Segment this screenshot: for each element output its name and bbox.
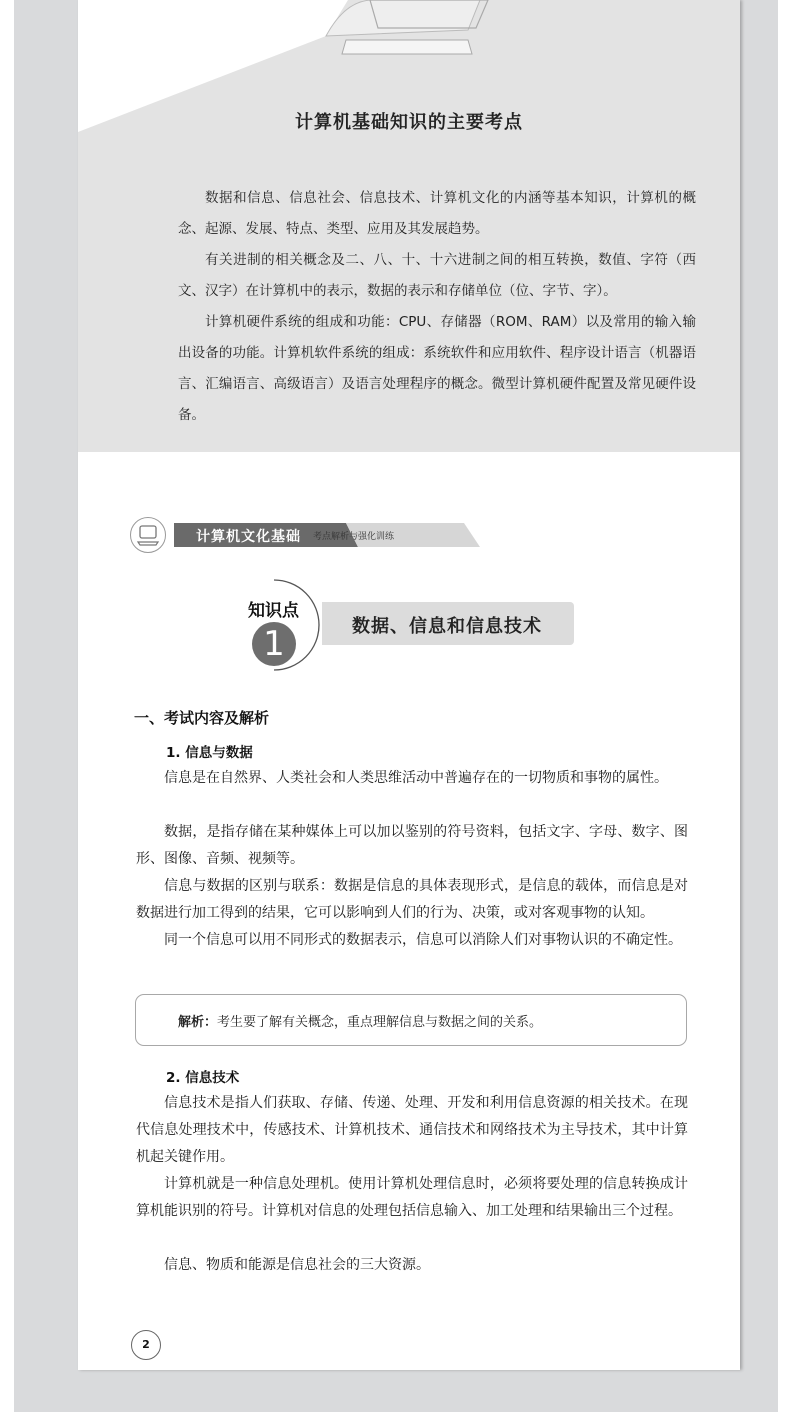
chapter-header: [130, 515, 490, 555]
body-paragraph: 信息是在自然界、人类社会和人类思维活动中普遍存在的一切物质和事物的属性。: [164, 770, 668, 786]
chapter-title: 计算机文化基础: [196, 529, 301, 545]
subsection-heading: 2. 信息技术: [166, 1070, 240, 1086]
chapter-subtitle: 考点解析与强化训练: [313, 532, 395, 542]
body-paragraph: 信息、物质和能源是信息社会的三大资源。: [164, 1257, 430, 1273]
analysis-text-line: [178, 1011, 542, 1030]
analysis-label: 解析：: [178, 1015, 218, 1030]
subsection-heading: 1. 信息与数据: [166, 745, 253, 761]
summary-paragraph: 有关进制的相关概念及二、八、十、十六进制之间的相互转换，数值、字符（西文、汉字）在计算机中的表示，数据的表示和存储单位（位、字节、字）。: [178, 252, 696, 299]
analysis-text: 考生要了解有关概念，重点理解信息与数据之间的关系。: [217, 1015, 543, 1030]
section-heading: 一、考试内容及解析: [134, 709, 270, 727]
summary-panel: [78, 0, 740, 452]
left-margin: [0, 0, 14, 1412]
body-paragraph: 信息与数据的区别与联系：数据是信息的具体表现形式，是信息的载体，而信息是对数据进行加工得到的结果，它可以影响到人们的行为、决策，或对客观事物的认知。: [136, 878, 688, 921]
summary-paragraph: 计算机硬件系统的组成和功能：CPU、存储器（ROM、RAM）以及常用的输入输出设备的功能。计算机软件系统的组成：系统软件和应用软件、程序设计语言（机器语言、汇编语言、高级语言）及语言处理程序的概念。微型计算机硬件配置及常见硬件设备。: [178, 314, 696, 423]
knowledge-point-title: 数据、信息和信息技术: [352, 616, 542, 637]
summary-paragraph: 数据和信息、信息社会、信息技术、计算机文化的内涵等基本知识，计算机的概念、起源、发展、特点、类型、应用及其发展趋势。: [178, 190, 696, 237]
computer-icon: [130, 517, 166, 553]
body-paragraph: 信息技术是指人们获取、存储、传递、处理、开发和利用信息资源的相关技术。在现代信息处理技术中，传感技术、计算机技术、通信技术和网络技术为主导技术，其中计算机起关键作用。: [136, 1095, 688, 1165]
body-paragraph: 同一个信息可以用不同形式的数据表示，信息可以消除人们对事物认识的不确定性。: [164, 932, 682, 948]
document-viewer[interactable]: [14, 0, 778, 1412]
page-number: 2: [131, 1330, 161, 1360]
body-paragraph: 计算机就是一种信息处理机。使用计算机处理信息时，必须将要处理的信息转换成计算机能识别的符号。计算机对信息的处理包括信息输入、加工处理和结果输出三个过程。: [136, 1176, 688, 1219]
knowledge-point-label: 知识点: [248, 601, 299, 621]
analysis-box: [135, 994, 687, 1046]
summary-title: 计算机基础知识的主要考点: [295, 112, 523, 133]
knowledge-point-banner: [248, 578, 578, 673]
knowledge-point-number: 1: [252, 622, 296, 666]
body-paragraph: 数据，是指存储在某种媒体上可以加以鉴别的符号资料，包括文字、字母、数字、图形、图像、音频、视频等。: [136, 824, 688, 867]
document-page: [78, 0, 740, 1370]
